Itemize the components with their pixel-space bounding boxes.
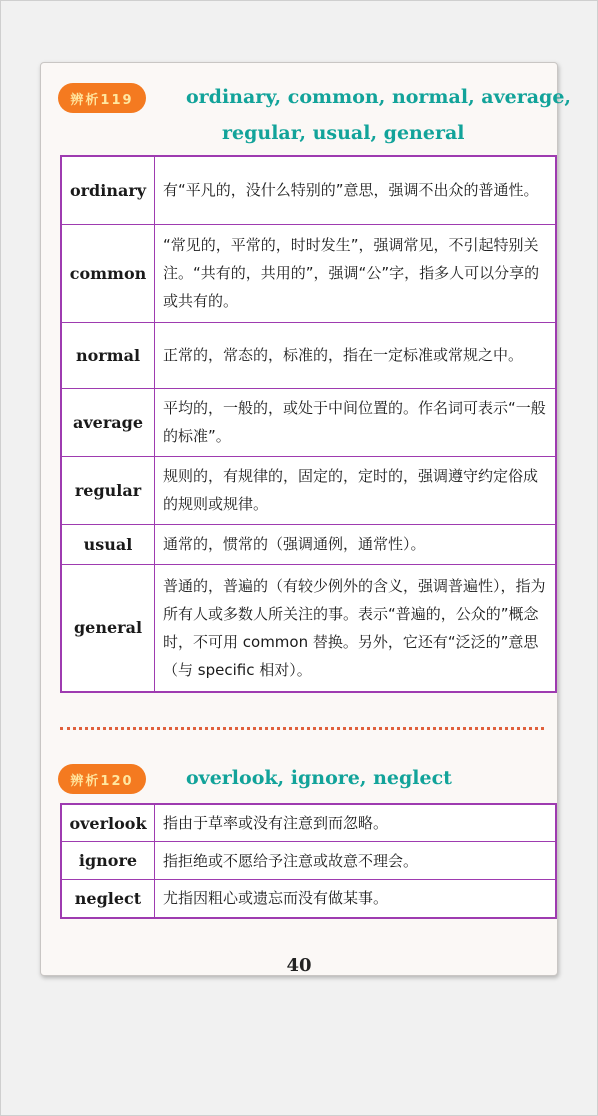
term-cell: ignore xyxy=(61,842,155,880)
table-row xyxy=(61,156,556,224)
section-heading-line1: ordinary, common, normal, average, xyxy=(186,86,572,108)
section-badge-label: 辨析120 xyxy=(70,773,134,789)
page-number: 40 xyxy=(286,955,312,976)
term-cell: regular xyxy=(61,456,155,524)
term-cell: average xyxy=(61,388,155,456)
section-divider xyxy=(60,727,544,730)
table-row xyxy=(61,388,556,456)
term-cell: common xyxy=(61,224,155,322)
term-cell: ordinary xyxy=(61,156,155,224)
term-cell: general xyxy=(61,564,155,692)
definition-cell: 指拒绝或不愿给予注意或故意不理会。 xyxy=(155,842,557,880)
synonym-table-120 xyxy=(60,803,557,919)
table-row xyxy=(61,224,556,322)
definition-cell: 尤指因粗心或遗忘而没有做某事。 xyxy=(155,880,557,918)
term-cell: overlook xyxy=(61,804,155,842)
table-row xyxy=(61,880,556,918)
section-heading: overlook, ignore, neglect xyxy=(186,767,452,789)
term-cell: normal xyxy=(61,322,155,388)
table-row xyxy=(61,524,556,564)
definition-cell: 平均的，一般的，或处于中间位置的。作名词可表示“一般的标准”。 xyxy=(155,388,557,456)
definition-cell: 普通的，普遍的（有较少例外的含义，强调普遍性），指为所有人或多数人所关注的事。表示“普遍的，公众的”概念时，不可用 common 替换。另外，它还有“泛泛的”意思（与 specific 相对）。 xyxy=(155,564,557,692)
table-row xyxy=(61,842,556,880)
section-badge-120 xyxy=(58,764,146,794)
term-cell: neglect xyxy=(61,880,155,918)
definition-cell: 指由于草率或没有注意到而忽略。 xyxy=(155,804,557,842)
definition-cell: 规则的，有规律的，固定的，定时的，强调遵守约定俗成的规则或规律。 xyxy=(155,456,557,524)
definition-cell: “常见的，平常的，时时发生”，强调常见，不引起特别关注。“共有的，共用的”，强调“公”字，指多人可以分享的或共有的。 xyxy=(155,224,557,322)
term-cell: usual xyxy=(61,524,155,564)
definition-cell: 有“平凡的，没什么特别的”意思，强调不出众的普通性。 xyxy=(155,156,557,224)
table-row xyxy=(61,456,556,524)
section-badge-label: 辨析119 xyxy=(70,92,134,108)
synonym-table-119 xyxy=(60,155,557,693)
table-row xyxy=(61,804,556,842)
table-row xyxy=(61,322,556,388)
section-heading-line2: regular, usual, general xyxy=(222,122,465,144)
table-row xyxy=(61,564,556,692)
section-badge-119 xyxy=(58,83,146,113)
definition-cell: 通常的，惯常的（强调通例，通常性）。 xyxy=(155,524,557,564)
definition-cell: 正常的，常态的，标准的，指在一定标准或常规之中。 xyxy=(155,322,557,388)
